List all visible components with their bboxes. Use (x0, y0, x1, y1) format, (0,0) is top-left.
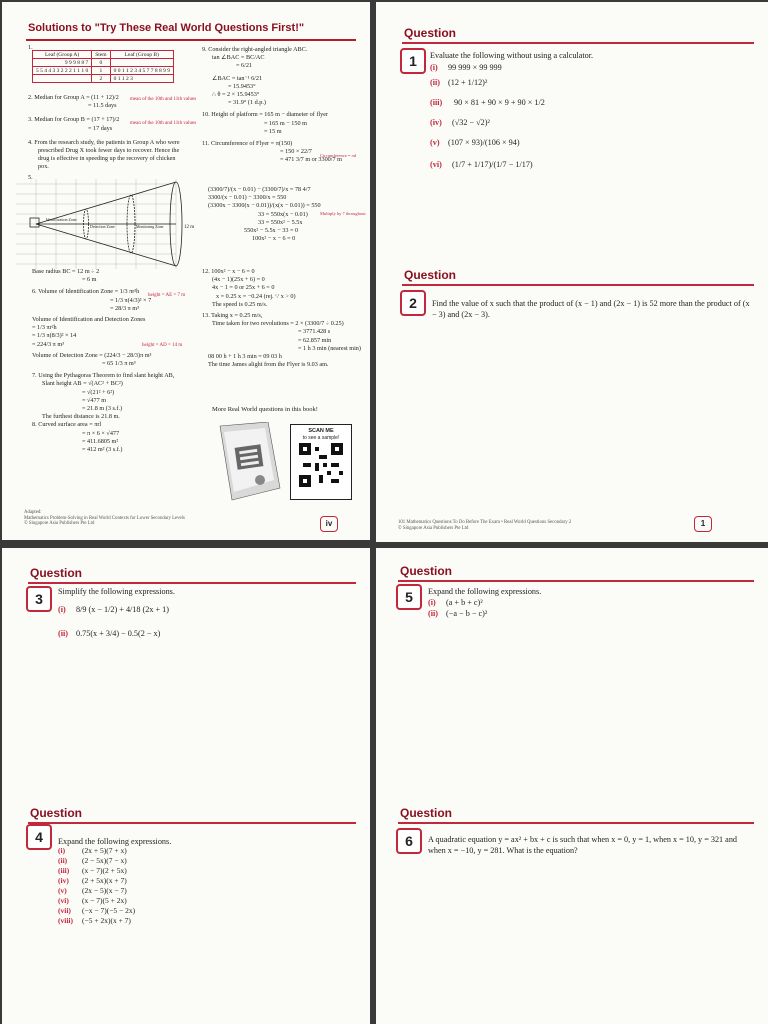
item-text: (1/7 + 1/17)/(1/7 − 1/17) (452, 160, 533, 169)
question-number-badge: 1 (400, 48, 426, 74)
item-text: (−5 + 2x)(x + 7) (82, 916, 131, 925)
qr-code-card[interactable] (290, 424, 352, 500)
question-number-badge: 2 (400, 290, 426, 316)
stem-leaf-header: Stem (92, 51, 110, 59)
solution-line: 08 00 h + 1 h 3 min = 09 03 h (208, 353, 282, 361)
solution-line: = 471 3/7 m or 3300/7 m (280, 156, 342, 164)
q3-prompt: Simplify the following expressions. (58, 587, 175, 596)
question-number-badge: 6 (396, 828, 422, 854)
solution-line: 7. Using the Pythagoras Theorem to find slant height AB, (32, 372, 175, 380)
question-header: Question (400, 564, 453, 578)
table-cell: 2 (92, 75, 110, 83)
table-row (33, 59, 174, 67)
q5-prompt: Expand the following expressions. (428, 587, 542, 596)
solution-line: = 65 1/3 π m³ (102, 360, 136, 368)
solution-line: (3300/7)/(x − 0.01) − (3300/7)/x = 78 4/7 (208, 186, 311, 193)
solution-line: = 1/3 π(8/3)² × 14 (32, 332, 77, 340)
question-header: Question (30, 566, 83, 580)
solutions-title: Solutions to "Try These Real World Questions First!" (28, 22, 305, 34)
solution-line: Volume of Identification and Detection Zones (32, 316, 146, 324)
item-label: (vii) (58, 906, 71, 915)
solution-line: = 11.5 days (88, 102, 117, 110)
solution-line: pox. (38, 163, 49, 171)
solutions-9-11 (202, 46, 362, 165)
solution-line: x = 0.25 x = −0.24 (rej. ∵ x > 0) (216, 292, 296, 300)
solution-line: 9. Consider the right-angled triangle ABC. (202, 46, 308, 53)
red-note: mean of the 10th and 11th values (130, 121, 197, 126)
solution-line: = 6/21 (236, 62, 253, 70)
solution-line: = √477 m (82, 396, 107, 404)
diagram-label: Monitoring Zone (136, 224, 164, 229)
solution-line: 3. Median for Group B = (17 + 17)/2 (28, 116, 120, 124)
item-text: (x − 7)(5 + 2x) (82, 896, 127, 905)
table-row (33, 75, 174, 83)
item-text: 8/9 (x − 1/2) + 4/18 (2x + 1) (76, 605, 169, 614)
list-item (58, 866, 135, 876)
item-label: (ii) (430, 78, 441, 87)
item-label: (iii) (58, 866, 70, 875)
item-label: (ii) (58, 629, 69, 638)
list-item (430, 159, 545, 181)
item-text: (12 + 1/12)² (448, 78, 488, 87)
q1-items (430, 62, 545, 181)
q1-label: 1. (28, 44, 33, 51)
footer-line: Adapted: (24, 510, 42, 515)
item-text: (2x − 5)(x − 7) (82, 886, 127, 895)
question-header: Question (404, 268, 457, 282)
item-text: 0.75(x + 3/4) − 0.5(2 − x) (76, 629, 161, 638)
header-rule (402, 42, 754, 44)
solution-line: = 17 days (88, 124, 113, 132)
diagram-label: Identification Zone (46, 217, 77, 222)
solution-line: = 21.8 m (3 s.f.) (82, 405, 123, 413)
list-item (58, 906, 135, 916)
solution-line: = 412 m² (3 s.f.) (82, 446, 123, 454)
scan-me-sublabel: to see a sample! (302, 435, 340, 441)
question-header: Question (30, 806, 83, 820)
item-label: (vi) (58, 896, 69, 905)
item-text: (−a − b − c)² (446, 609, 488, 618)
solution-line: prescribed Drug X took fewer days to recover. Hence the (38, 147, 180, 155)
solution-line: 12. 100x² − x − 6 = 0 (202, 268, 255, 275)
table-cell (110, 59, 173, 67)
item-label: (ii) (428, 609, 439, 618)
table-cell (33, 75, 92, 83)
q2-prompt: Find the value of x such that the product of (x − 1) and (2x − 1) is 52 more than the product of (x − 3) and (2x − 3). (432, 299, 750, 319)
item-label: (iii) (430, 98, 443, 107)
red-note: Multiply by 7 throughout (320, 211, 366, 216)
item-text: (2 − 5x)(7 − x) (82, 856, 127, 865)
item-label: (i) (430, 63, 438, 72)
solution-line: 3300/(x − 0.01) − 3300/x = 550 (208, 194, 287, 202)
list-item (58, 856, 135, 866)
solution-line: 4. From the research study, the patients in Group A who were (28, 138, 180, 146)
more-questions-text: More Real World questions in this book! (212, 406, 318, 413)
item-label: (iv) (430, 118, 442, 127)
solution-line: Slant height AB = √(AC² + BC²) (42, 380, 123, 388)
solution-line: The furthest distance is 21.8 m. (42, 413, 120, 421)
table-cell: 0 (92, 59, 110, 67)
solution-line: = 1/3 π(4/3)² × 7 (110, 296, 152, 304)
question-number-badge: 5 (396, 584, 422, 610)
item-label: (v) (58, 886, 67, 895)
item-label: (i) (428, 598, 436, 607)
solution-line: drug is effective in speeding up the recovery of chicken (38, 155, 176, 163)
header-rule (402, 284, 754, 286)
list-item (428, 597, 487, 608)
red-note: height = AD = 14 m (142, 343, 183, 348)
questions-page-1-2 (376, 2, 768, 542)
table-cell: 0 0 1 1 2 3 4 5 7 7 8 8 9 9 (110, 67, 173, 75)
table-row (33, 67, 174, 75)
item-label: (iv) (58, 876, 69, 885)
q1-prompt: Evaluate the following without using a calculator. (430, 51, 594, 60)
q3-items (58, 604, 169, 648)
question-header: Question (400, 806, 453, 820)
solution-line: (3300x − 3300(x − 0.01))/(x(x − 0.01)) = 550 (208, 202, 321, 210)
solution-line: = 6 m (82, 276, 97, 284)
solution-line: ∠BAC = tan⁻¹ 6/21 (212, 74, 263, 82)
solution-line: 33 = 550x(x − 0.01) (258, 210, 308, 218)
header-rule (28, 582, 356, 584)
solution-line: ∴ θ = 2 × 15.9453° (212, 91, 260, 99)
item-text: 99 999 × 99 999 (448, 63, 502, 72)
question-number-badge: 4 (26, 824, 52, 850)
item-label: (i) (58, 846, 66, 855)
table-cell: 1 (92, 67, 110, 75)
item-label: (ii) (58, 856, 68, 865)
page-number: iv (320, 516, 338, 532)
red-note: mean of the 10th and 11th values (130, 97, 197, 102)
list-item (58, 876, 135, 886)
stem-leaf-table (32, 50, 174, 83)
solution-line: Base radius BC = 12 m ÷ 2 (32, 268, 100, 275)
item-text: (√32 − √2)² (452, 118, 490, 127)
item-text: (x − 7)(2 + 5x) (82, 866, 127, 875)
solution-line: 13. Taking x = 0.25 m/s, (202, 312, 263, 320)
list-item (58, 916, 135, 926)
solution-line: 2. Median for Group A = (11 + 12)/2 (28, 94, 119, 101)
footer-line: © Singapore Asia Publishers Pte Ltd (24, 521, 95, 527)
book-cover-image (210, 422, 284, 502)
solution-line: = 1 h 3 min (nearest min) (298, 344, 361, 352)
q4-prompt: Expand the following expressions. (58, 837, 172, 846)
solution-line: = 165 m − 150 m (264, 119, 307, 127)
q4-items (58, 846, 135, 926)
solution-line: = 150 × 22/7 (280, 148, 312, 156)
solutions-page (2, 2, 370, 540)
list-item (58, 628, 169, 648)
solution-line: 550x² − 5.5x − 33 = 0 (244, 227, 299, 235)
question-number-badge: 3 (26, 586, 52, 612)
diagram-label: Detection Zone (90, 224, 115, 229)
header-rule (398, 580, 754, 582)
list-item (58, 846, 135, 856)
list-item (58, 886, 135, 896)
footer-line: Mathematics Problem-Solving in Real World Contexts for Lower Secondary Levels (24, 515, 185, 521)
solution-line: = π × 6 × √477 (82, 429, 120, 437)
table-cell: 5 5 4 4 3 3 2 2 2 1 1 1 0 (33, 67, 92, 75)
table-cell: 9 9 9 8 8 7 (33, 59, 92, 67)
header-rule (398, 822, 754, 824)
solution-line: = 62.857 min (298, 336, 332, 344)
solution-line: 6. Volume of Identification Zone = 1/3 πr²h (32, 288, 140, 296)
list-item (430, 62, 545, 77)
solution-line: tan ∠BAC = BC/AC (212, 54, 265, 62)
item-text: 90 × 81 + 90 × 9 + 90 × 1/2 (454, 98, 545, 107)
scan-me-label: SCAN ME (308, 428, 334, 434)
solution-line: The time James alight from the Flyer is 9.03 am. (208, 361, 329, 369)
item-text: (2 + 5x)(x + 7) (82, 876, 127, 885)
red-note: Circumference = πd (320, 153, 357, 158)
solution-line: Volume of Detection Zone = (224/3 − 28/3)π m³ (32, 351, 152, 359)
solution-line: = 3771.428 s (298, 328, 331, 336)
item-label: (i) (58, 605, 66, 614)
item-text: (a + b + c)² (446, 598, 483, 607)
item-text: (2x + 5)(7 + x) (82, 846, 127, 855)
solution-line: 8. Curved surface area = πrl (32, 421, 102, 429)
stem-leaf-header: Leaf (Group B) (110, 51, 173, 59)
q5-items (428, 597, 487, 619)
page-number: 1 (694, 516, 712, 532)
title-rule (26, 39, 356, 41)
solution-line: = 224/3 π m³ (32, 340, 65, 348)
solution-line: 5. (28, 173, 33, 181)
list-item (58, 604, 169, 628)
flyer-cone-diagram (16, 174, 196, 274)
item-label: (viii) (58, 916, 73, 925)
list-item (58, 896, 135, 906)
item-text: (107 × 93)/(106 × 94) (448, 138, 520, 147)
solution-line: = 28/3 π m³ (110, 304, 139, 312)
solution-line: 11. Circumference of Flyer = π(150) (202, 140, 293, 148)
list-item (430, 97, 545, 117)
question-header: Question (404, 26, 457, 40)
solution-line: = √(21² + 6²) (82, 388, 115, 396)
list-item (430, 77, 545, 97)
solution-line: 4x − 1 = 0 or 25x + 6 = 0 (212, 284, 275, 292)
solution-line: = 411.6805 m² (82, 437, 119, 445)
diagram-label: 12 m (184, 225, 195, 230)
questions-page-3-4 (2, 548, 370, 1024)
item-text: (−x − 7)(−5 − 2x) (82, 906, 136, 915)
solution-line: (4x − 1)(25x + 6) = 0 (212, 276, 265, 284)
red-note: height = AE = 7 m (148, 293, 186, 298)
questions-page-5-6 (376, 548, 768, 1024)
list-item (428, 608, 487, 619)
list-item (430, 137, 545, 159)
solution-line: 100x² − x − 6 = 0 (252, 235, 296, 243)
solution-line: = 15.9453° (228, 82, 256, 90)
page-footer (398, 520, 571, 531)
solution-line: Time taken for two revolutions = 2 × (3300/7 ÷ 0.25) (212, 320, 344, 328)
solution-line: The speed is 0.25 m/s. (212, 300, 268, 308)
qr-code-icon (299, 443, 343, 487)
solution-line: = 31.9° (1 d.p.) (228, 99, 266, 107)
header-rule (28, 822, 356, 824)
stem-leaf-header: Leaf (Group A) (33, 51, 92, 59)
page-footer (24, 510, 185, 527)
footer-line: © Singapore Asia Publishers Pte Ltd (398, 525, 469, 531)
item-label: (vi) (430, 160, 442, 169)
item-label: (v) (430, 138, 440, 147)
solution-line: 33 = 550x² − 5.5x (258, 218, 303, 226)
q6-prompt: A quadratic equation y = ax² + bx + c is such that when x = 0, y = 1, when x = 10, y = 321 and when x = −10, y = 281. What is the equation? (428, 835, 738, 855)
solution-line: 10. Height of platform = 165 m − diameter of flyer (202, 111, 329, 119)
footer-line: 101 Mathematics Questions To Do Before The Exam • Real World Questions Secondary 2 (398, 520, 572, 525)
solutions-2-5 (28, 94, 208, 182)
solutions-12-13 (202, 268, 367, 369)
list-item (430, 117, 545, 137)
solution-line: = 1/3 πr²h (32, 324, 57, 332)
solution-line: = 15 m (264, 127, 282, 135)
table-cell: 0 1 1 2 3 (110, 75, 173, 83)
